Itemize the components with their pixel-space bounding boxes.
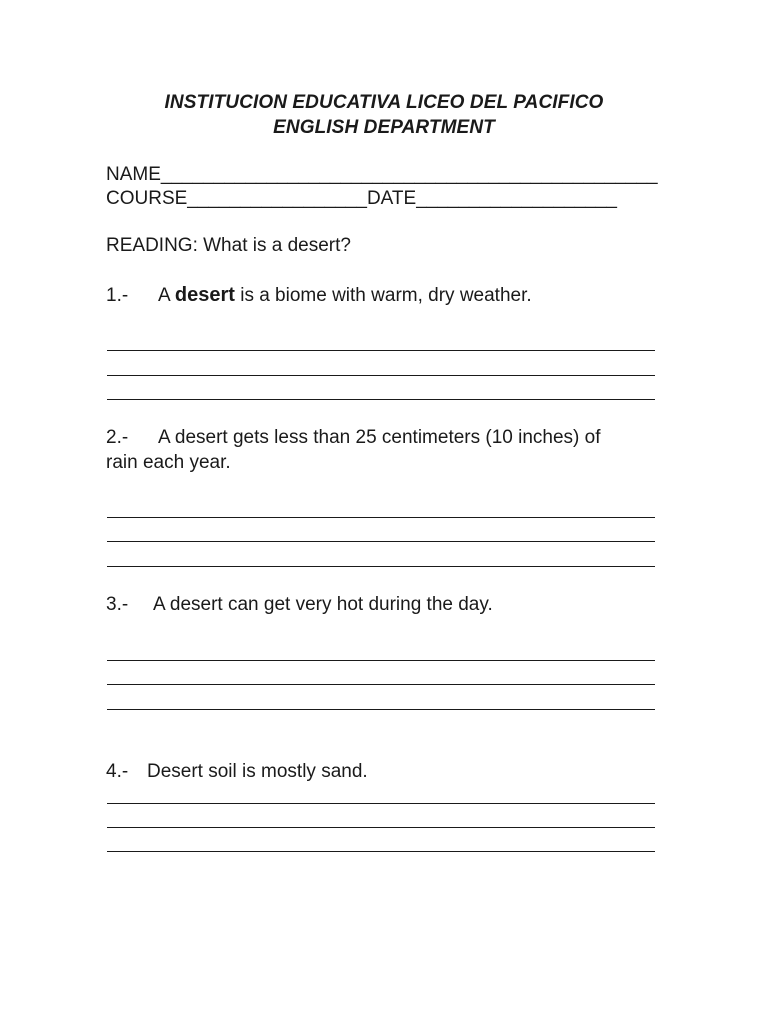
school-title: INSTITUCION EDUCATIVA LICEO DEL PACIFICO: [164, 92, 604, 113]
date-blank[interactable]: ___________________: [416, 188, 617, 209]
name-blank[interactable]: _______________________________________________: [160, 164, 658, 185]
question-text-end: is a biome with warm, dry weather.: [234, 285, 532, 306]
question-number: 3.-: [106, 594, 129, 615]
answer-line-1a[interactable]: [107, 350, 655, 351]
reading-title: READING: What is a desert?: [106, 235, 351, 256]
question-number: 1.-: [106, 285, 129, 306]
keyword-desert: desert: [174, 284, 235, 306]
answer-line-2b[interactable]: [107, 541, 655, 542]
department-title: ENGLISH DEPARTMENT: [273, 117, 495, 138]
question-number: 4.-: [106, 761, 129, 782]
answer-line-1b[interactable]: [107, 375, 655, 376]
answer-line-3b[interactable]: [107, 684, 655, 685]
answer-line-1c[interactable]: [107, 399, 655, 400]
name-label: NAME: [106, 164, 161, 185]
course-label: COURSE: [106, 188, 188, 209]
question-text-start: A: [158, 285, 175, 306]
question-2: [106, 425, 601, 450]
question-4: [106, 759, 368, 784]
question-2-continued: rain each year.: [106, 452, 231, 473]
answer-line-3a[interactable]: [107, 660, 655, 661]
answer-line-4a[interactable]: [107, 803, 655, 804]
question-1: [106, 283, 532, 308]
date-label: DATE: [366, 188, 417, 209]
question-text: A desert can get very hot during the day.: [153, 594, 493, 615]
question-3: [106, 592, 493, 617]
course-blank[interactable]: _________________: [187, 188, 367, 209]
course-date-row: [106, 187, 617, 211]
answer-line-4c[interactable]: [107, 851, 655, 852]
answer-line-3c[interactable]: [107, 709, 655, 710]
answer-line-4b[interactable]: [107, 827, 655, 828]
answer-line-2c[interactable]: [107, 566, 655, 567]
answer-line-2a[interactable]: [107, 517, 655, 518]
name-field[interactable]: [106, 163, 658, 187]
question-text: Desert soil is mostly sand.: [147, 761, 368, 782]
question-number: 2.-: [106, 427, 129, 448]
question-text-line1: A desert gets less than 25 centimeters (10 inches) of: [158, 427, 601, 448]
